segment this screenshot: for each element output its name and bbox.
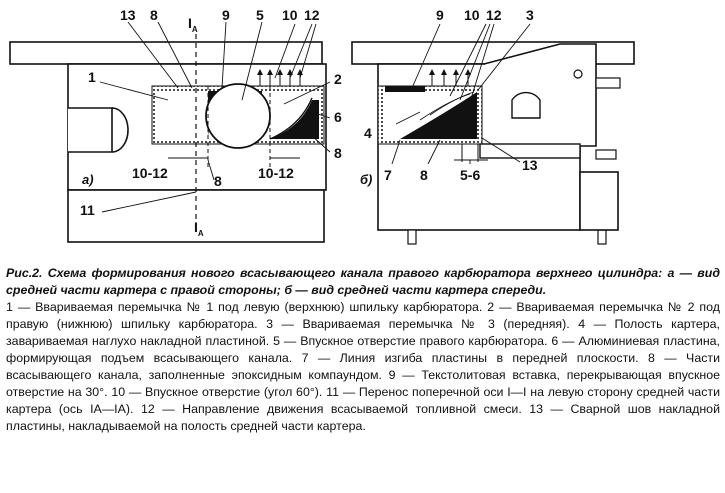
stud-upper-b — [596, 78, 620, 88]
label-ia-top: $I_A$ — [188, 15, 198, 34]
label-10-12-left-a: 10-12 — [132, 165, 168, 181]
label-8-top-a: 8 — [150, 7, 158, 23]
label-9-a: 9 — [222, 7, 230, 23]
label-13-b: 13 — [522, 157, 538, 173]
label-8-b: 8 — [420, 167, 428, 183]
label-6-a: 6 — [334, 109, 342, 125]
top-flange-a — [10, 42, 322, 64]
label-13-a: 13 — [120, 7, 136, 23]
label-5-a: 5 — [256, 7, 264, 23]
label-12-a: 12 — [304, 7, 320, 23]
view-b-label: б) — [360, 172, 373, 187]
intake-hole-a — [206, 84, 270, 148]
label-1-a: 1 — [88, 69, 96, 85]
bolt-hole-b — [574, 70, 582, 78]
label-9-b: 9 — [436, 7, 444, 23]
label-10-b: 10 — [464, 7, 480, 23]
label-12-b: 12 — [486, 7, 502, 23]
caption-legend: 1 — Ввариваемая перемычка № 1 под левую (верхнюю) шпильку карбюратора. 2 — Ввариваемая перемычка № 2 под правую (нижнюю) шпильку карбюратора. 3 — Ввариваемая перемычка № 3 (передняя). 4 — Полость картера, завариваемая наглухо накладной пластиной. 5 — Впускное отверстие правого карбюратора. 6 — Алюминиевая пластина, формирующая подъем всасывающего канала. 7 — Линия изгиба пластины в передней плоскости. 8 — Части всасывающего канала, заполненные эпоксидным компаундом. 9 — Текстолитовая вставка, перекрывающая впускное отверстие на 30°. 10 — Впускное отверстие (угол 60°). 11 — Перенос поперечной оси I—I на левую сторону средней части картера (ось IA—IA). 12 — Направление движения всасываемой топливной смеси. 13 — Сварной шов накладной пластины, накладываемой на полость средней части картера. — [6, 300, 720, 433]
label-ia-bottom: $I_A$ — [194, 219, 204, 238]
label-4-b: 4 — [364, 125, 372, 141]
label-10-a: 10 — [282, 7, 298, 23]
left-boss-a — [68, 108, 112, 152]
label-7-b: 7 — [384, 167, 392, 183]
label-5-6-b: 5-6 — [460, 167, 481, 183]
stud-lower-b — [596, 150, 616, 159]
label-10-12-right-a: 10-12 — [258, 165, 294, 181]
textolite-insert-b — [385, 86, 425, 92]
view-b — [352, 7, 634, 244]
label-2-a: 2 — [334, 71, 342, 87]
label-8-right-a: 8 — [334, 145, 342, 161]
label-11-a: 11 — [80, 202, 95, 218]
figure-caption — [6, 265, 720, 435]
label-8-bottom-a: 8 — [214, 173, 222, 189]
label-3-b: 3 — [526, 7, 534, 23]
caption-title: Рис.2. Схема формирования нового всасывающего канала правого карбюратора верхнего цилиндра: а — вид средней части картера с правой стороны; б — вид средней части картера спереди. — [6, 266, 720, 297]
view-a-label: а) — [82, 172, 94, 187]
view-a — [10, 7, 342, 242]
